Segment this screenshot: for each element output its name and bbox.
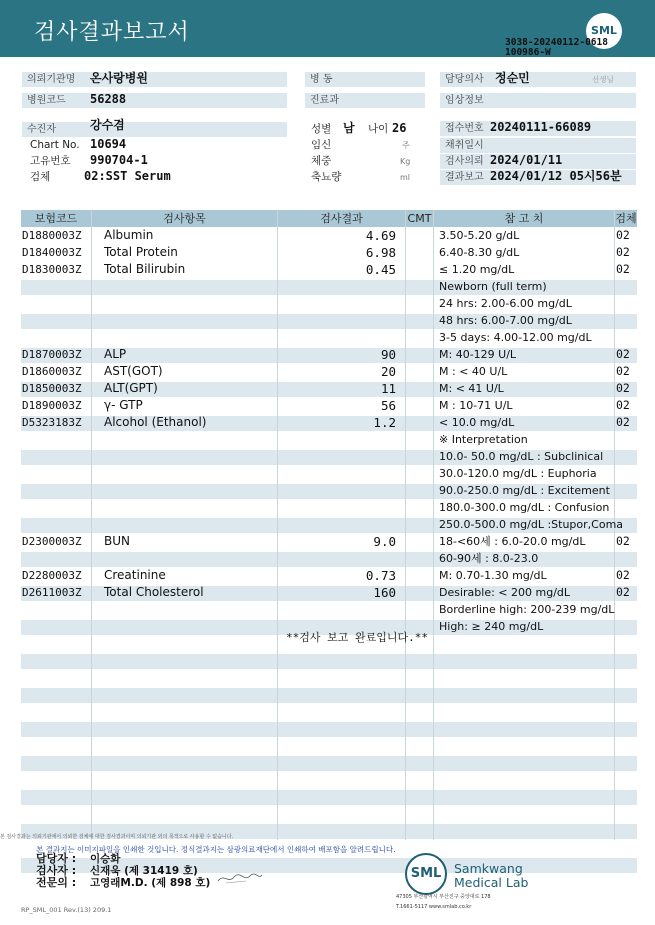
examiner-name: 신재욱 (제 31419 호)	[90, 865, 198, 877]
row-specimen: 02	[616, 568, 630, 582]
row-item-name: γ- GTP	[104, 398, 143, 412]
row-code: D5323183Z	[22, 416, 82, 429]
id-label: 고유번호	[30, 155, 71, 167]
row-specimen: 02	[616, 398, 630, 412]
row-code: D1840003Z	[22, 246, 82, 259]
table-row	[21, 465, 637, 482]
row-reference: ※ Interpretation	[439, 433, 528, 446]
row-code: D1890003Z	[22, 399, 82, 412]
specialist-name: 고영래M.D. (제 898 호)	[90, 877, 211, 889]
row-stripe	[21, 688, 637, 703]
report-complete-text: **검사 보고 완료입니다.**	[286, 631, 428, 644]
results-table	[21, 210, 637, 840]
row-item-name: BUN	[104, 534, 130, 548]
row-result	[279, 482, 396, 499]
reporter-name: 이승화	[90, 853, 121, 865]
row-reference: M : < 40 U/L	[439, 365, 508, 378]
row-specimen: 02	[616, 245, 630, 259]
header-code: 보험코드	[21, 210, 91, 227]
table-row	[21, 278, 637, 295]
hospital-field	[22, 72, 287, 87]
row-reference: M : 10-71 U/L	[439, 399, 513, 412]
row-item-name: Alcohol (Ethanol)	[104, 415, 207, 429]
row-reference: 24 hrs: 2.00-6.00 mg/dL	[439, 297, 572, 310]
table-row	[21, 601, 637, 618]
collect-field	[440, 138, 636, 153]
row-result	[279, 431, 396, 448]
id-value: 990704-1	[90, 153, 148, 167]
company-address: 47305 부산광역시 부산진구 중앙대로 178	[396, 894, 491, 900]
row-specimen: 02	[616, 228, 630, 242]
examiner-label: 검사자 :	[36, 864, 77, 877]
table-row	[21, 397, 637, 414]
row-result	[279, 550, 396, 567]
row-result: 4.69	[365, 228, 396, 243]
row-result: 1.2	[373, 415, 396, 430]
row-specimen: 02	[616, 262, 630, 276]
doctor-suffix: 선생님	[592, 75, 614, 84]
patient-value: 강수겸	[90, 118, 125, 132]
ward-label: 병 동	[310, 74, 333, 85]
row-reference: M: 40-129 U/L	[439, 348, 517, 361]
clinical-field	[440, 93, 636, 108]
row-reference: 3.50-5.20 g/dL	[439, 229, 520, 242]
report-id	[505, 38, 608, 58]
row-reference: 180.0-300.0 mg/dL : Confusion	[439, 501, 610, 514]
table-row	[21, 346, 637, 363]
row-reference: 6.40-8.30 g/dL	[439, 246, 520, 259]
company-name	[454, 862, 528, 890]
age-value: 26	[392, 121, 407, 135]
row-result	[279, 448, 396, 465]
row-reference: 250.0-500.0 mg/dL :Stupor,Coma	[439, 518, 624, 531]
hospital-code-label: 병원코드	[27, 95, 66, 106]
row-reference: 90.0-250.0 mg/dL : Excitement	[439, 484, 610, 497]
company-name-line2: Medical Lab	[454, 875, 529, 890]
row-reference: 60-90세 : 8.0-23.0	[439, 552, 539, 565]
row-result: 6.98	[365, 245, 396, 260]
print-notice: 본 결과지는 이미지파일을 인쇄한 것입니다. 정식결과지는 삼광의료재단에서 인쇄하여 배포함을 알려드립니다.	[36, 845, 396, 854]
row-code: D2300003Z	[22, 535, 82, 548]
specimen-value: 02:SST Serum	[84, 169, 171, 183]
row-specimen: 02	[616, 347, 630, 361]
row-stripe	[21, 756, 637, 771]
report-id-line2: 100986-W	[505, 47, 551, 58]
row-reference: M: 0.70-1.30 mg/dL	[439, 569, 547, 582]
doctor-label: 담당의사	[445, 74, 484, 85]
row-result: 11	[380, 381, 396, 396]
form-code: RP_SML_001 Rev.(13) 209.1	[21, 906, 112, 914]
weight-label: 체중	[311, 155, 332, 167]
row-item-name: ALT(GPT)	[104, 381, 158, 395]
row-code: D1880003Z	[22, 229, 82, 242]
row-result	[279, 329, 396, 346]
header-result: 검사결과	[278, 210, 405, 227]
row-reference: High: ≥ 240 mg/dL	[439, 620, 544, 633]
row-specimen: 02	[616, 534, 630, 548]
report-value: 2024/01/12 05시56분	[490, 169, 622, 183]
table-row	[21, 312, 637, 329]
accession-value: 20240111-66089	[490, 120, 592, 134]
row-reference: 48 hrs: 6.00-7.00 mg/dL	[439, 314, 572, 327]
row-reference: ≤ 1.20 mg/dL	[439, 263, 515, 276]
row-item-name: Total Bilirubin	[104, 262, 186, 276]
sml-company-logo-text: SML	[410, 866, 442, 881]
sex-value: 남	[343, 121, 355, 135]
table-row	[21, 261, 637, 278]
row-stripe	[21, 654, 637, 669]
disclaimer-text: 본 검사결과는 의뢰기관에서 의뢰한 검체에 대한 검사결과이며 의뢰기관 외의 목적으로 사용할 수 없습니다.	[0, 834, 234, 840]
row-reference: Desirable: < 200 mg/dL	[439, 586, 571, 599]
hospital-label: 의뢰기관명	[27, 74, 76, 85]
clinical-label: 임상정보	[445, 95, 484, 106]
header-specimen: 검체	[615, 212, 637, 225]
row-result	[279, 601, 396, 618]
table-row	[21, 380, 637, 397]
row-reference: Newborn (full term)	[439, 280, 547, 293]
pregnancy-label: 임신	[311, 139, 332, 151]
signature-icon	[216, 870, 264, 886]
table-row	[21, 567, 637, 584]
age-label: 나이	[368, 123, 389, 135]
header-cmt: CMT	[407, 212, 432, 225]
row-reference: 10.0- 50.0 mg/dL : Subclinical	[439, 450, 604, 463]
row-result	[279, 516, 396, 533]
row-result: 160	[373, 585, 396, 600]
row-result	[279, 278, 396, 295]
row-specimen: 02	[616, 585, 630, 599]
accession-label: 접수번호	[445, 123, 484, 134]
row-code: D1860003Z	[22, 365, 82, 378]
row-result: 9.0	[373, 534, 396, 549]
row-reference: M: < 41 U/L	[439, 382, 504, 395]
table-row	[21, 363, 637, 380]
patient-field	[22, 122, 287, 137]
table-row	[21, 244, 637, 261]
table-row	[21, 431, 637, 448]
row-result: 56	[380, 398, 396, 413]
report-id-line1: 3038-20240112-0618	[505, 37, 608, 48]
row-stripe	[21, 790, 637, 805]
table-row	[21, 533, 637, 550]
table-row	[21, 499, 637, 516]
row-specimen: 02	[616, 381, 630, 395]
dept-label: 진료과	[310, 95, 339, 106]
weight-unit: Kg	[400, 157, 411, 166]
row-item-name: AST(GOT)	[104, 364, 163, 378]
row-reference: 3-5 days: 4.00-12.00 mg/dL	[439, 331, 592, 344]
ward-field	[305, 72, 425, 87]
dept-field	[305, 93, 425, 108]
row-stripe	[21, 722, 637, 737]
table-row	[21, 295, 637, 312]
patient-label: 수진자	[27, 124, 56, 135]
report-title: 검사결과보고서	[34, 20, 190, 45]
row-result: 20	[380, 364, 396, 379]
specialist-label: 전문의 :	[36, 876, 77, 889]
hospital-code-field	[22, 93, 287, 108]
table-row	[21, 482, 637, 499]
pregnancy-unit: 주	[402, 141, 410, 150]
row-item-name: Creatinine	[104, 568, 166, 582]
hospital-value: 온사랑병원	[90, 71, 148, 85]
request-label: 검사의뢰	[445, 156, 484, 167]
row-result	[279, 312, 396, 329]
row-specimen: 02	[616, 364, 630, 378]
urine-unit: ml	[400, 173, 411, 182]
header-reference: 참 고 치	[434, 210, 614, 227]
chart-value: 10694	[90, 137, 127, 151]
row-item-name: Total Cholesterol	[104, 585, 204, 599]
collect-label: 채취일시	[445, 140, 484, 151]
row-code: D1870003Z	[22, 348, 82, 361]
row-code: D1830003Z	[22, 263, 82, 276]
row-reference: 30.0-120.0 mg/dL : Euphoria	[439, 467, 597, 480]
row-result	[279, 465, 396, 482]
row-item-name: Albumin	[104, 228, 154, 242]
company-name-line1: Samkwang	[454, 861, 523, 876]
row-item-name: ALP	[104, 347, 127, 361]
row-result: 90	[380, 347, 396, 362]
request-value: 2024/01/11	[490, 153, 563, 167]
table-row	[21, 414, 637, 431]
row-code: D2611003Z	[22, 586, 82, 599]
company-contact: T.1661-5117 www.smlab.co.kr	[396, 904, 472, 910]
report-label: 결과보고	[445, 172, 484, 183]
row-result	[279, 499, 396, 516]
table-row	[21, 516, 637, 533]
reporter-label: 담당자 :	[36, 852, 77, 865]
chart-label: Chart No.	[30, 139, 80, 151]
table-row	[21, 329, 637, 346]
hospital-code-value: 56288	[90, 92, 127, 106]
table-row	[21, 550, 637, 567]
sex-label: 성별	[311, 123, 332, 135]
row-code: D2280003Z	[22, 569, 82, 582]
header-item: 검사항목	[92, 210, 277, 227]
table-row	[21, 448, 637, 465]
specimen-label: 검체	[30, 171, 51, 183]
doctor-value: 정순민	[495, 71, 530, 85]
row-reference: 18-<60세 : 6.0-20.0 mg/dL	[439, 535, 586, 548]
row-code: D1850003Z	[22, 382, 82, 395]
row-specimen: 02	[616, 415, 630, 429]
row-reference: < 10.0 mg/dL	[439, 416, 515, 429]
row-result: 0.45	[365, 262, 396, 277]
sml-logo-text: SML	[591, 24, 617, 37]
row-reference: Borderline high: 200-239 mg/dL	[439, 603, 615, 616]
row-item-name: Total Protein	[104, 245, 178, 259]
table-row	[21, 584, 637, 601]
urine-label: 축뇨량	[311, 171, 342, 183]
row-result: 0.73	[365, 568, 396, 583]
table-row	[21, 227, 637, 244]
row-result	[279, 295, 396, 312]
